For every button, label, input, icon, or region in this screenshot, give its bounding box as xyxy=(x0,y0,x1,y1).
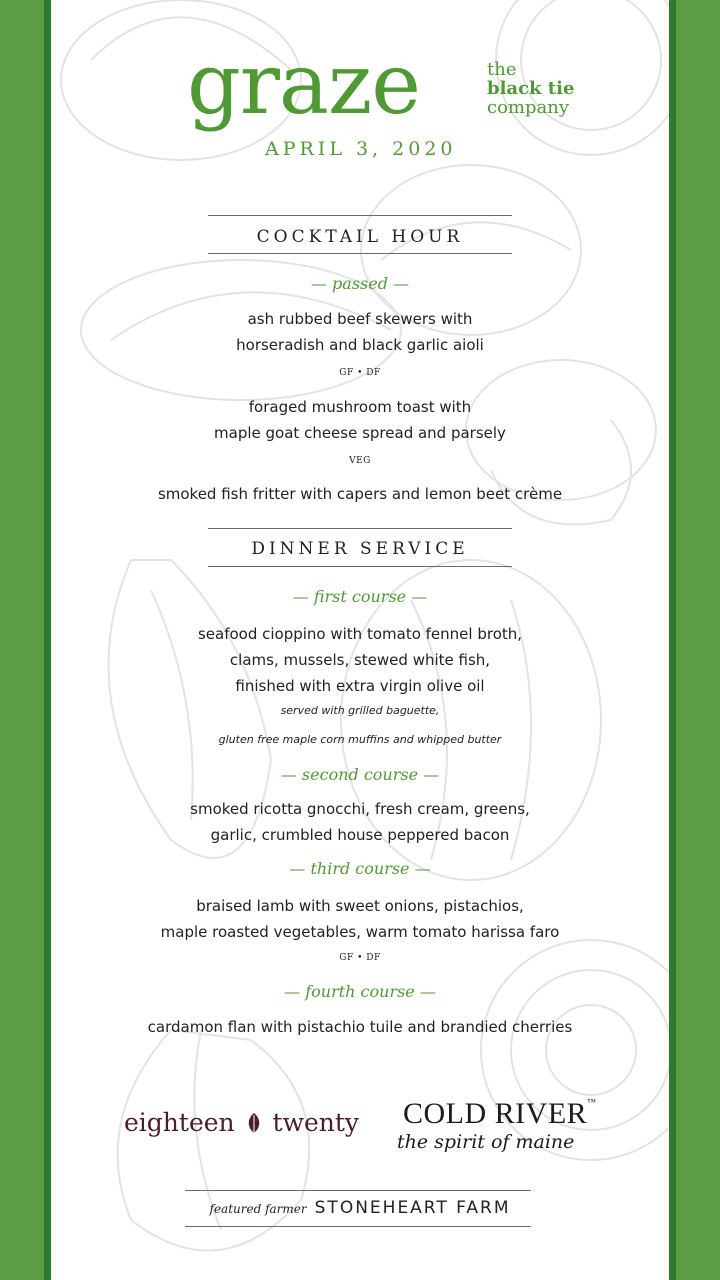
black-tie-company-tagline: the black tie company xyxy=(487,59,575,118)
third-course-heading: — third course — xyxy=(289,859,431,878)
menu-item: braised lamb with sweet onions, pistachios, maple roasted vegetables, warm tomato harissa faro xyxy=(160,897,560,941)
graze-logo xyxy=(187,35,607,162)
serving-note: gluten free maple corn muffins and whipped butter xyxy=(218,733,502,746)
eighteen-twenty-logo: eighteen twenty xyxy=(124,1108,360,1137)
dietary-tag: VEG xyxy=(349,456,371,466)
event-date: APRIL 3, 2020 xyxy=(265,138,457,160)
divider-rule xyxy=(208,566,512,567)
cocktail-hour-title: COCKTAIL HOUR xyxy=(256,227,464,247)
menu-item: seafood cioppino with tomato fennel broth, clams, mussels, stewed white fish, finished with extra virgin olive oil xyxy=(197,625,523,695)
dinner-service-title: DINNER SERVICE xyxy=(251,539,469,559)
menu-item: ash rubbed beef skewers with horseradish and black garlic aioli xyxy=(236,310,484,354)
menu-item: smoked fish fritter with capers and lemon beet crème xyxy=(157,485,563,503)
menu-card xyxy=(51,0,669,1280)
serving-note: served with grilled baguette, xyxy=(280,704,440,717)
left-border xyxy=(0,0,46,1280)
divider-rule xyxy=(208,528,512,529)
right-border xyxy=(674,0,720,1280)
cold-river-logo: COLD RIVER™ the spirit of maine xyxy=(397,1097,597,1153)
left-border-stripe xyxy=(44,0,51,1280)
right-border-stripe xyxy=(669,0,676,1280)
dietary-tag: GF • DF xyxy=(339,953,381,963)
divider-rule xyxy=(208,215,512,216)
first-course-heading: — first course — xyxy=(292,587,428,606)
menu-item: foraged mushroom toast with maple goat cheese spread and parsely xyxy=(214,398,506,442)
fourth-course-heading: — fourth course — xyxy=(284,982,436,1001)
divider-rule xyxy=(185,1190,531,1191)
graze-wordmark: graze xyxy=(187,35,420,133)
passed-subtitle: — passed — xyxy=(310,274,410,293)
menu-item: smoked ricotta gnocchi, fresh cream, greens, garlic, crumbled house peppered bacon xyxy=(190,800,530,844)
second-course-heading: — second course — xyxy=(280,765,440,784)
cold-river-tagline: the spirit of maine xyxy=(397,1131,575,1153)
dietary-tag: GF • DF xyxy=(339,368,381,378)
divider-rule xyxy=(208,253,512,254)
menu-item: cardamon flan with pistachio tuile and brandied cherries xyxy=(147,1018,573,1036)
divider-rule xyxy=(185,1226,531,1227)
leaf-icon xyxy=(243,1111,265,1135)
featured-farmer: featured farmer STONEHEART FARM xyxy=(209,1198,511,1218)
